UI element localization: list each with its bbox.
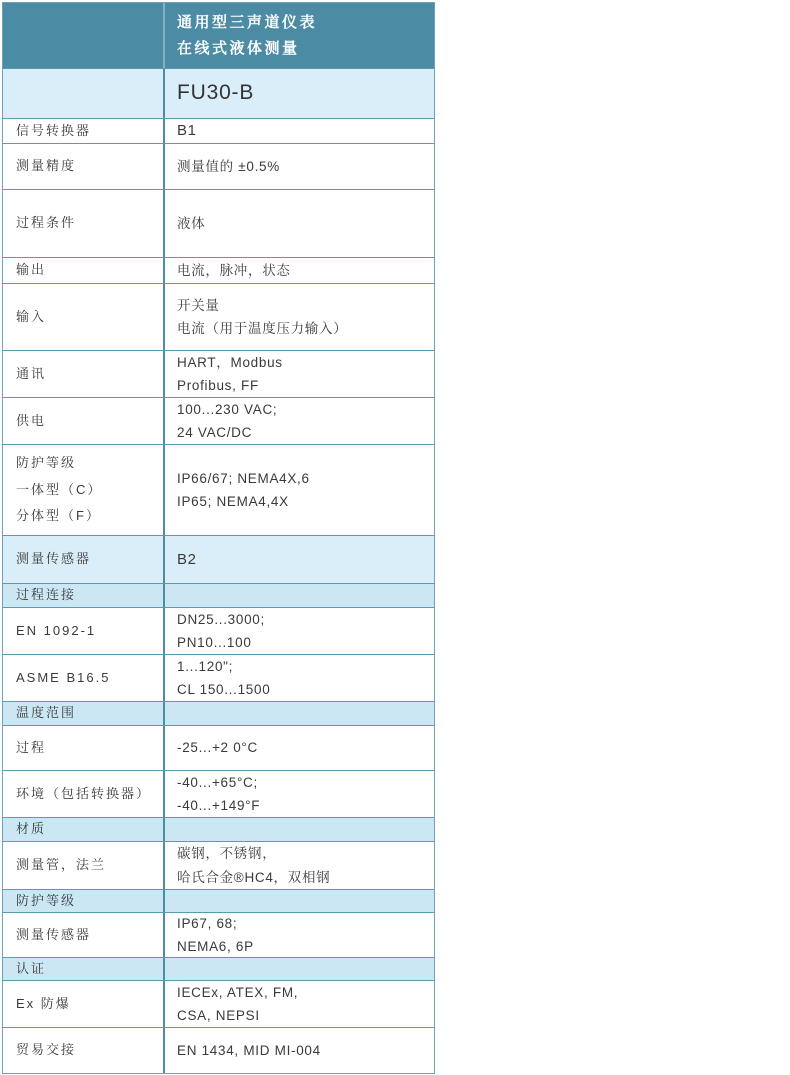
spec-row-subheader-11 [3, 584, 434, 608]
value-line: IECEx, ATEX, FM, [177, 984, 299, 1000]
label-line: 测量传感器 [16, 926, 92, 942]
row-value-cell [165, 981, 434, 1027]
row-label-cell [3, 842, 163, 889]
value-line: 电流（用于温度压力输入） [177, 321, 348, 336]
value-line: 开关量 [177, 297, 220, 313]
row-label-cell [3, 958, 163, 980]
value-line: FU30-B [177, 81, 255, 105]
row-label-cell [3, 913, 163, 957]
label-line: 过程连接 [16, 587, 77, 603]
value-line: 通用型三声道仪表 [177, 14, 318, 31]
value-line: DN25...3000; [177, 611, 265, 627]
row-value-cell [165, 284, 434, 350]
value-line: IP67, 68; [177, 915, 238, 931]
row-label-cell [3, 190, 163, 257]
value-line: 24 VAC/DC [177, 425, 253, 440]
row-label-cell [3, 445, 163, 535]
spec-row-item-9 [3, 445, 434, 536]
row-label-cell [3, 284, 163, 350]
label-line: 通讯 [16, 365, 47, 381]
row-value-cell [165, 69, 434, 118]
row-value-cell [165, 119, 434, 143]
value-line: 液体 [177, 215, 206, 231]
row-label-cell [3, 258, 163, 283]
value-line: CL 150...1500 [177, 682, 271, 697]
value-line: 100...230 VAC; [177, 401, 278, 417]
row-label-cell [3, 890, 163, 912]
label-line: ASME B16.5 [16, 669, 111, 685]
spec-table [2, 2, 435, 1074]
row-label-cell [3, 3, 163, 68]
value-line: NEMA6, 6P [177, 939, 254, 954]
row-value-cell [165, 818, 434, 841]
value-line: B2 [177, 550, 197, 568]
value-line: EN 1434, MID MI-004 [177, 1042, 321, 1058]
spec-row-item-22 [3, 981, 434, 1028]
value-line: 哈氏合金®HC4，双相钢 [177, 869, 331, 885]
row-value-cell [165, 351, 434, 397]
row-label-cell [3, 608, 163, 654]
value-line: 电流，脉冲，状态 [177, 262, 291, 278]
label-line: 输入 [16, 308, 47, 324]
spec-row-item-6 [3, 284, 434, 351]
value-line: -25...+2 0°C [177, 740, 258, 756]
spec-row-item-15 [3, 726, 434, 771]
row-value-cell [165, 445, 434, 535]
row-label-cell [3, 655, 163, 701]
label-line: 认证 [16, 960, 47, 976]
row-value-cell [165, 584, 434, 607]
label-line: 防护等级 [16, 892, 77, 908]
label-line: EN 1092-1 [16, 622, 97, 638]
label-line: Ex 防爆 [16, 995, 71, 1011]
row-value-cell [165, 771, 434, 817]
value-line: -40...+65°C; [177, 774, 258, 790]
value-line: 1...120"; [177, 658, 234, 674]
spec-row-item-4 [3, 190, 434, 258]
label-line: 分体型（F） [16, 508, 101, 524]
spec-row-item-2 [3, 119, 434, 144]
spec-row-model-1 [3, 69, 434, 119]
spec-row-item-23 [3, 1028, 434, 1073]
row-label-cell [3, 69, 163, 118]
spec-row-subheader-17 [3, 818, 434, 842]
value-line: IP65; NEMA4,4X [177, 494, 289, 509]
value-line: 测量值的 ±0.5% [177, 158, 280, 174]
value-line: CSA, NEPSI [177, 1008, 260, 1023]
spec-row-subheader-21 [3, 958, 434, 981]
row-value-cell [165, 398, 434, 444]
label-line: 供电 [16, 412, 47, 428]
row-value-cell [165, 3, 434, 68]
row-value-cell [165, 726, 434, 770]
row-value-cell [165, 1028, 434, 1073]
row-value-cell [165, 655, 434, 701]
row-label-cell [3, 398, 163, 444]
label-line: 温度范围 [16, 705, 77, 721]
row-label-cell [3, 981, 163, 1027]
row-value-cell [165, 536, 434, 583]
spec-row-item-20 [3, 913, 434, 958]
row-label-cell [3, 771, 163, 817]
spec-row-model-10 [3, 536, 434, 584]
spec-row-item-18 [3, 842, 434, 890]
value-line: HART，Modbus [177, 354, 283, 370]
spec-row-header-0 [3, 3, 434, 69]
row-value-cell [165, 913, 434, 957]
value-line: 碳钢，不锈钢， [177, 846, 277, 862]
row-label-cell [3, 818, 163, 841]
label-line: 过程条件 [16, 215, 77, 231]
spec-row-item-13 [3, 655, 434, 702]
row-label-cell [3, 584, 163, 607]
spec-row-item-3 [3, 144, 434, 190]
row-label-cell [3, 144, 163, 189]
value-line: 在线式液体测量 [177, 39, 300, 57]
label-line: 测量精度 [16, 158, 77, 174]
row-label-cell [3, 536, 163, 583]
label-line: 环境（包括转换器） [16, 785, 152, 801]
spec-row-subheader-19 [3, 890, 434, 913]
value-line: Profibus, FF [177, 378, 259, 393]
row-value-cell [165, 190, 434, 257]
label-line: 输出 [16, 262, 47, 278]
row-value-cell [165, 958, 434, 980]
row-value-cell [165, 842, 434, 889]
label-line: 防护等级 [16, 455, 77, 471]
row-label-cell [3, 1028, 163, 1073]
row-label-cell [3, 119, 163, 143]
spec-row-item-12 [3, 608, 434, 655]
label-line: 测量管，法兰 [16, 857, 107, 873]
row-value-cell [165, 144, 434, 189]
row-label-cell [3, 702, 163, 725]
label-line: 测量传感器 [16, 551, 92, 567]
row-value-cell [165, 702, 434, 725]
row-value-cell [165, 258, 434, 283]
label-line: 贸易交接 [16, 1042, 77, 1058]
label-line: 一体型（C） [16, 481, 103, 497]
label-line: 过程 [16, 739, 47, 755]
row-value-cell [165, 608, 434, 654]
row-value-cell [165, 890, 434, 912]
spec-row-item-16 [3, 771, 434, 818]
value-line: PN10...100 [177, 635, 252, 650]
row-label-cell [3, 351, 163, 397]
spec-row-item-7 [3, 351, 434, 398]
row-label-cell [3, 726, 163, 770]
value-line: -40...+149°F [177, 798, 261, 813]
spec-row-item-8 [3, 398, 434, 445]
value-line: B1 [177, 122, 197, 140]
spec-row-subheader-14 [3, 702, 434, 726]
value-line: IP66/67; NEMA4X,6 [177, 470, 310, 486]
label-line: 信号转换器 [16, 122, 92, 138]
label-line: 材质 [16, 821, 47, 837]
spec-row-item-5 [3, 258, 434, 284]
